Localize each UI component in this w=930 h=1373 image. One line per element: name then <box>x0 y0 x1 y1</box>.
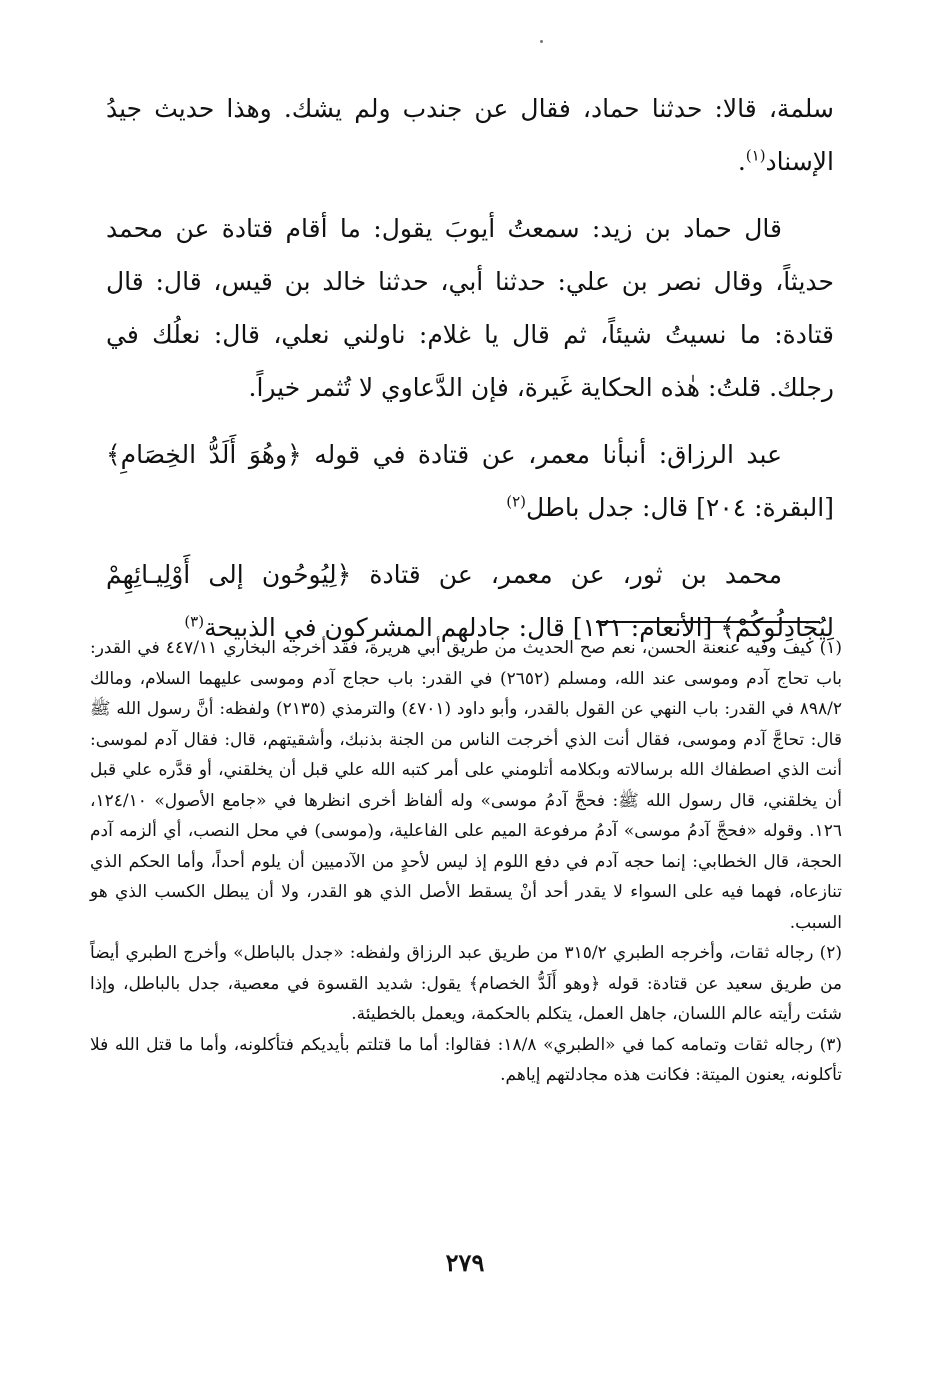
footnotes <box>90 633 842 1091</box>
paragraph-1 <box>106 82 834 188</box>
paragraph-4-text: محمد بن ثور، عن معمر، عن قتادة ﴿لِيُوحُون إلى أَوْلِيـائِهِمْ لِيُجَادِلُوكُمْ﴾ [الأنعام: ١٢١] قال: جادلهم المشركون في الذبيحة <box>106 560 834 642</box>
footnote-divider <box>596 621 820 623</box>
footnote-ref-1[interactable]: (١) <box>745 146 766 165</box>
paragraph-2: قال حماد بن زيد: سمعتُ أيوبَ يقول: ما أقام قتادة عن محمد حديثاً، وقال نصر بن علي: حدثنا أبي، حدثنا خالد بن قيس، قال: قال قتادة: ما نسيتُ شيئاً، ثم قال يا غلام: ناولني نعلي، قال: نعلُك في رجلك. قلتُ: هٰذه الحكاية غَيرة، فإن الدَّعاوي لا تُثمر خيراً. <box>106 214 834 402</box>
footnote-ref-2[interactable]: (٢) <box>506 492 527 511</box>
scan-speck <box>540 40 543 43</box>
paragraph-3-text: عبد الرزاق: أنبأنا معمر، عن قتادة في قوله ﴿وهُوَ أَلَدُّ الخِصَامِ﴾ [البقرة: ٢٠٤] قال: جدل باطل <box>106 440 834 522</box>
footnote-3: (٣) رجاله ثقات وتمامه كما في «الطبري» ١٨/٨: فقالوا: أما ما قتلتم بأيديكم فتأكلونه، وأما ما قتل الله فلا تأكلونه، يعنون الميتة: فكانت هذه مجادلتهم إياهم. <box>90 1034 843 1085</box>
footnote-2: (٢) رجاله ثقات، وأخرجه الطبري ٣١٥/٢ من طريق عبد الرزاق ولفظه: «جدل بالباطل» وأخرج الطبري أيضاً من طريق سعيد عن قتادة: قوله ﴿وهو أَلَدُّ الخصام﴾ يقول: شديد القسوة في معصية، جدل بالباطل، وإذا شئت رأيته عالم اللسان، جاهل العمل، يتكلم بالحكمة، ويعمل بالخطيئة. <box>90 943 842 1024</box>
paragraph-1-text: سلمة، قالا: حدثنا حماد، فقال عن جندب ولم يشك. وهذا حديث جيدُ الإسناد <box>106 94 834 176</box>
main-text <box>106 82 834 654</box>
page-number: ٢٧٩ <box>445 1248 485 1277</box>
paragraph-gap <box>106 188 834 202</box>
paragraph-3 <box>106 428 834 534</box>
paragraph-1-end: . <box>737 147 746 176</box>
paragraph-gap <box>106 534 834 548</box>
footnote-ref-3[interactable]: (٣) <box>184 612 205 631</box>
footnote-1: (١) كيف وفيه عنعنة الحسن، نعم صح الحديث من طريق أبي هريرة، فقد أخرجه البخاري ٤٤٧/١١ في القدر: باب تحاج آدم وموسى عند الله، ومسلم (٢٦٥٢) في القدر: باب حجاج آدم وموسى عليهما السلام، ومالك ٨٩٨/٢ في القدر: باب النهي عن القول بالقدر، وأبو داود (٤٧٠١) والترمذي (٢١٣٥) ولفظه: أنَّ رسول الله ﷺ قال: تحاجَّ آدم وموسى، فقال أنت الذي أخرجت الناس من الجنة بذنبك، وأشقيتهم، قال: فقال آدم لموسى: أنت الذي اصطفاك الله برسالاته وبكلامه أتلومني على أمر كتبه الله علي قبل أن يخلقني، أو قدَّره علي قبل أن يخلقني، قال رسول الله ﷺ: فحجَّ آدمُ موسى» وله ألفاظ أخرى انظرها في «جامع الأصول» ١٢٤/١٠، ١٢٦. وقوله «فحجَّ آدمُ موسى» آدمُ مرفوعة الميم على الفاعلية، و(موسى) في محل النصب، أي ألزمه آدم الحجة، قال الخطابي: إنما حجه آدم في دفع اللوم إذ ليس لأحدٍ من الآدميين أن يلوم أحداً، وأما الحكم الذي تنازعاه، فهما فيه على السواء لا يقدر أحد أنْ يسقط الأصل الذي هو القدر، ولا أن يبطل الكسب الذي هو السبب. <box>90 638 842 933</box>
paragraph-gap <box>106 414 834 428</box>
